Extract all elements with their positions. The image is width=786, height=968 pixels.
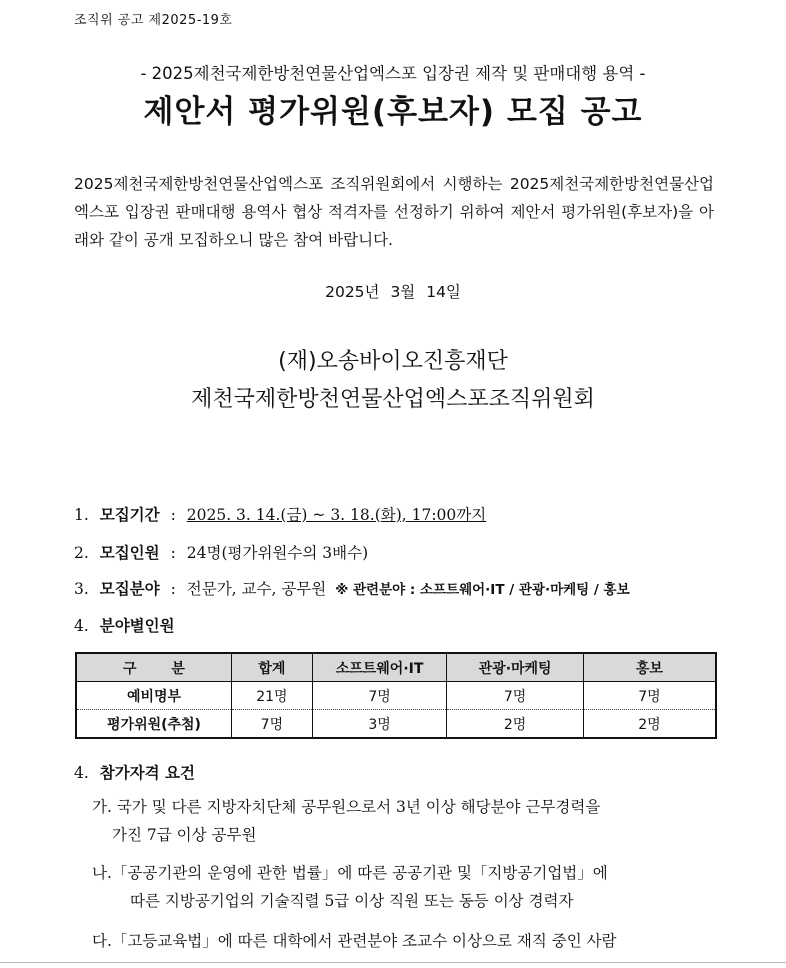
table-cell: 2명 [583,710,716,739]
requirement-line: 다.「고등교육법」에 따른 대학에서 관련분야 조교수 이상으로 재직 중인 사람 [92,932,617,950]
item-number: 2. [74,544,89,562]
item-colon: : [170,506,176,524]
table-header-cell: 합계 [232,653,313,682]
requirement-item-na [92,861,608,911]
intro-paragraph: 2025제천국제한방천연물산업엑스포 조직위원회에서 시행하는 2025제천국제한방천연물산업엑스포 입장권 판매대행 용역사 협상 적격자를 선정하기 위하여 제안서 평가위원(후보자)을 아래와 같이 공개 모집하오니 많은 참여 바랍니다. [74,175,714,249]
table-header-cell: 구 분 [76,653,232,682]
item-number: 3. [74,580,89,598]
table-cell: 2명 [447,710,584,739]
item-field-staffing [74,614,175,636]
requirement-item-ga [92,795,600,845]
item-heading: 모집기간 [99,505,160,524]
item-number: 1. [74,506,89,524]
notice-number: 조직위 공고 제2025-19호 [74,13,233,28]
requirement-line-continued: 가진 7급 이상 공무원 [112,826,257,844]
table-header-cell: 소프트웨어·IT [312,653,447,682]
requirement-line: 가. 국가 및 다른 지방자치단체 공무원으로서 3년 이상 해당분야 근무경력을 [92,798,601,816]
table-header-row [76,653,716,682]
item-heading: 모집분야 [99,579,160,598]
organization-name-2: 제천국제한방천연물산업엑스포조직위원회 [191,387,595,412]
requirement-line: 나.「공공기관의 운영에 관한 법률」에 따른 공공기관 및「지방공기업법」에 [92,864,608,882]
organization-name-1: (재)오송바이오진흥재단 [278,349,508,374]
item-number: 4. [74,617,89,635]
item-note: ※ 관련분야 : 소프트웨어·IT / 관광·마케팅 / 홍보 [335,582,630,598]
item-recruit-field [74,577,630,599]
notice-date: 2025년 3월 14일 [325,283,461,301]
table-row [76,710,716,739]
table-header-cell: 홍보 [583,653,716,682]
item-heading: 분야별인원 [99,616,175,635]
item-heading: 참가자격 요건 [99,763,195,782]
table-cell: 7명 [232,710,313,739]
item-value: 전문가, 교수, 공무원 [186,580,327,598]
table-row-header: 평가위원(추첨) [107,716,201,733]
item-recruit-period [74,503,486,525]
item-colon: : [170,580,176,598]
item-recruit-count [74,541,368,563]
table-header-cell: 관광·마케팅 [447,653,584,682]
notice-title: 제안서 평가위원(후보자) 모집 공고 [143,94,643,130]
page-divider [0,962,786,963]
table-row [76,682,716,710]
table-row-header: 예비명부 [76,682,232,710]
table-cell: 21명 [232,682,313,710]
item-value: 2025. 3. 14.(금) ~ 3. 18.(화), 17:00까지 [186,506,487,524]
staffing-table [75,652,717,739]
table-cell: 3명 [312,710,447,739]
item-colon: : [170,544,176,562]
item-number: 4. [74,764,89,782]
table-cell: 7명 [447,682,584,710]
notice-subtitle: - 2025제천국제한방천연물산업엑스포 입장권 제작 및 판매대행 용역 - [140,64,646,83]
item-value: 24명(평가위원수의 3배수) [186,544,369,562]
table-cell: 7명 [312,682,447,710]
table-cell: 7명 [583,682,716,710]
item-heading: 모집인원 [99,543,160,562]
requirement-item-da [92,929,617,951]
requirements-heading [74,761,195,783]
requirement-line-continued: 따른 지방공기업의 기술직렬 5급 이상 직원 또는 동등 이상 경력자 [130,892,574,910]
